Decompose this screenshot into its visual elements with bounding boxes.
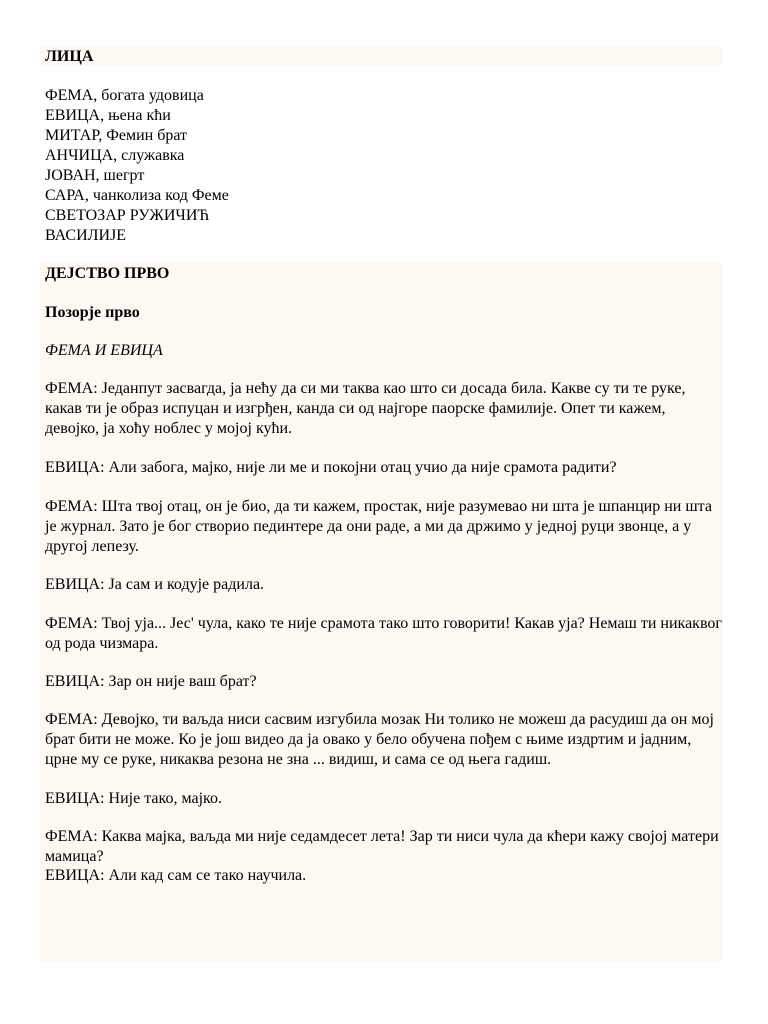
dialogue-paragraph: ФЕМА: Шта твој отац, он је био, да ти кажем, простак, није разумевао ни шта је шпанцир ни шта је журнал. Зато је бог створио пединтере да они раде, а ми да држимо у једној руци звонце, а у другој лепезу.: [45, 498, 712, 555]
character-item: ЈОВАН, шегрт: [45, 167, 145, 184]
scene-title: Позорје прво: [45, 304, 140, 321]
dialogue-paragraph: ФЕМА: Једанпут засвагда, ја нећу да си ми таква као што си досада била. Какве су ти те руке, какав ти је образ испуцан и изгрђен, канда си од најгоре паорске фамилије. Опет ти кажем, девојко, ја хоћу ноблес у мојој кући.: [45, 380, 686, 437]
dialogue-paragraph: ФЕМА: Твој ујa... Јес' чула, како те није срамота тако што говорити! Какав ујa? Немаш ти никаквог од рода чизмара.: [45, 615, 722, 652]
character-item: МИТАР, Фемин брат: [45, 127, 188, 144]
section-title: ЛИЦА: [45, 48, 94, 65]
dialogue-paragraph: ЕВИЦА: Ја сам и кодује радила.: [45, 576, 265, 593]
character-item: АНЧИЦА, служавка: [45, 147, 185, 164]
dialogue-paragraph: ЕВИЦА: Али кад сам се тако научила.: [45, 867, 307, 884]
character-item: ВАСИЛИЈЕ: [45, 227, 127, 244]
scene-cast: ФЕМА И ЕВИЦА: [45, 342, 163, 359]
character-item: ФЕМА, богата удовица: [45, 87, 204, 104]
character-item: СВЕТОЗАР РУЖИЧИЋ: [45, 207, 210, 224]
character-item: САРА, чанколиза код Феме: [45, 187, 229, 204]
act-title: ДЕЈСТВО ПРВО: [45, 265, 170, 282]
character-item: ЕВИЦА, њена кћи: [45, 107, 171, 124]
dialogue-paragraph: ЕВИЦА: Није тако, мајко.: [45, 790, 222, 807]
dialogue-paragraph: ФЕМА: Девојко, ти ваљда ниси сасвим изгубила мозак Ни толико не можеш да расудиш да он мој брат бити не може. Ко је још видео да ја овако у бело обучена пођем с њиме издртим и јадним, црне му се руке, никаква резона не зна ... видиш, и сама се од њега гадиш.: [45, 711, 714, 768]
dialogue-paragraph: ФЕМА: Каква мајка, ваљда ми није седамдесет лета! Зар ти ниси чула да кћери кажу својој матери мамица?: [45, 828, 719, 865]
dialogue-paragraph: ЕВИЦА: Али забога, мајко, није ли ме и покојни отац учио да није срамота радити?: [45, 459, 617, 476]
dialogue-paragraph: ЕВИЦА: Зар он није ваш брат?: [45, 673, 257, 690]
heading-highlight-band: [40, 46, 723, 66]
